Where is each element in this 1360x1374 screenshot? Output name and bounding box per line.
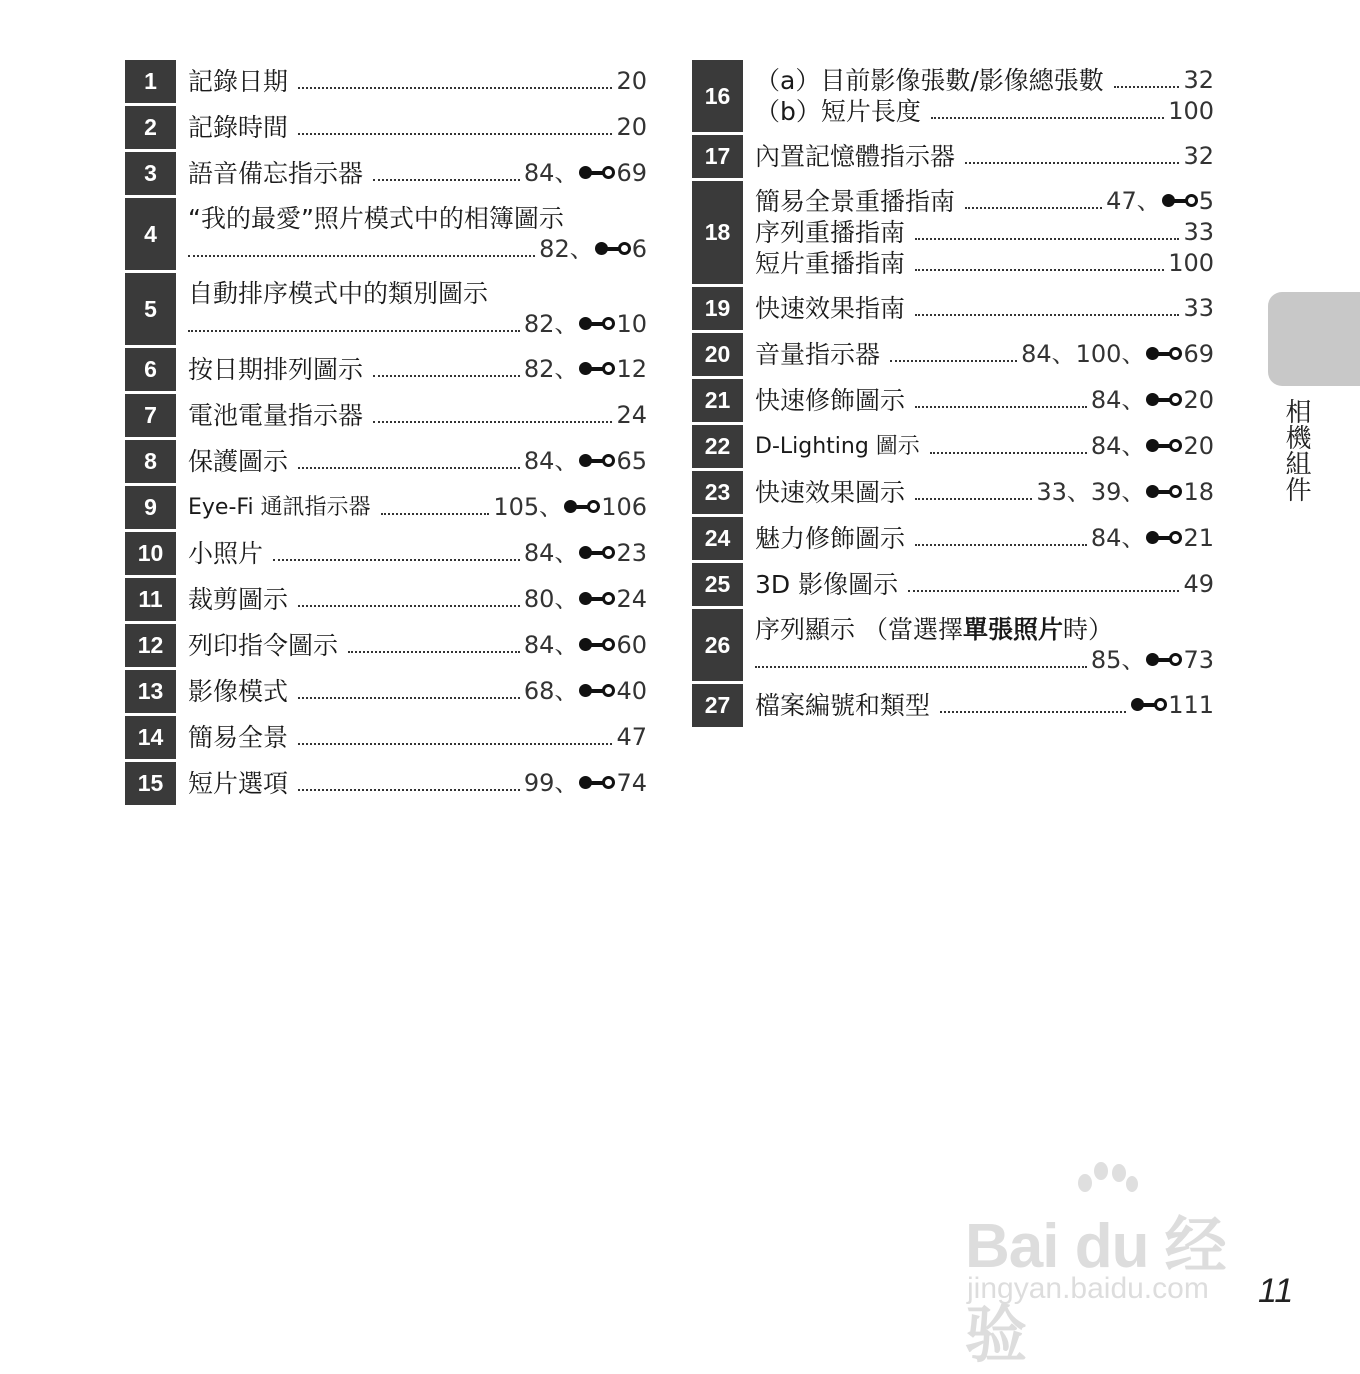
- paw-icon: [1070, 1160, 1140, 1200]
- entry-line: [188, 446, 647, 477]
- entry-line: [755, 339, 1214, 370]
- page-reference: 100: [1168, 249, 1214, 277]
- page-reference: 32: [1183, 142, 1214, 170]
- dot-leader: [381, 513, 490, 515]
- entry-label: 裁剪圖示: [188, 585, 289, 614]
- entry-line: [755, 65, 1214, 96]
- entry-number: 24: [692, 517, 743, 560]
- entry-number: 7: [125, 394, 176, 437]
- dot-leader: [188, 330, 520, 332]
- reference-section-icon: [579, 453, 615, 469]
- page-reference: 84、 20: [1090, 386, 1214, 414]
- entry-line: [755, 690, 1214, 721]
- reference-section-icon: [579, 545, 615, 561]
- entry-label: 音量指示器: [755, 340, 881, 369]
- page-reference: 84、 65: [523, 447, 647, 475]
- watermark-url: jingyan.baidu.com: [967, 1272, 1209, 1305]
- entry-number: 20: [692, 333, 743, 376]
- entry-body: [176, 486, 647, 529]
- reference-section-icon: [1146, 346, 1182, 362]
- reference-section-icon: [579, 361, 615, 377]
- reference-section-icon: [1146, 530, 1182, 546]
- entry-body: [176, 440, 647, 483]
- dot-leader: [915, 238, 1179, 240]
- entry-line: [755, 569, 1214, 600]
- legend-entry: [125, 716, 647, 759]
- entry-body: [176, 152, 647, 195]
- page-number: 11: [1258, 1272, 1294, 1310]
- entry-line: [755, 141, 1214, 172]
- entry-number: 21: [692, 379, 743, 422]
- entry-line: [188, 203, 647, 234]
- entry-label: 記錄日期: [188, 67, 289, 96]
- entry-label: 按日期排列圖示: [188, 355, 364, 384]
- entry-label: 快速效果圖示: [755, 478, 906, 507]
- dot-leader: [298, 467, 520, 469]
- page-reference: 84、 20: [1090, 432, 1214, 460]
- entry-label: 檔案編號和類型: [755, 691, 931, 720]
- entry-number: 25: [692, 563, 743, 606]
- entry-body: [743, 609, 1214, 681]
- entry-line: [755, 186, 1214, 217]
- entry-number: 26: [692, 609, 743, 681]
- dot-leader: [298, 605, 520, 607]
- entry-number: 2: [125, 106, 176, 149]
- dot-leader: [298, 789, 520, 791]
- page-reference: 49: [1183, 570, 1214, 598]
- page-reference: 47: [616, 723, 647, 751]
- dot-leader: [273, 559, 520, 561]
- entry-body: [176, 762, 647, 805]
- page-reference: 33: [1183, 294, 1214, 322]
- page-reference: 84、 21: [1090, 524, 1214, 552]
- page-reference: 84、 23: [523, 539, 647, 567]
- legend-entry: [125, 273, 647, 345]
- reference-section-icon: [564, 499, 600, 515]
- entry-body: [743, 379, 1214, 422]
- entry-number: 1: [125, 60, 176, 103]
- entry-label: 語音備忘指示器: [188, 159, 364, 188]
- entry-number: 18: [692, 181, 743, 284]
- reference-section-icon: [579, 775, 615, 791]
- dot-leader: [915, 406, 1087, 408]
- entry-label: 序列顯示 （當選擇單張照片時）: [755, 615, 1113, 644]
- legend-entry: [125, 394, 647, 437]
- entry-line: [755, 431, 1214, 462]
- entry-line: [188, 676, 647, 707]
- page-reference: 85、 73: [1090, 646, 1214, 674]
- dot-leader: [298, 133, 612, 135]
- entry-line: [755, 645, 1214, 676]
- entry-label: D-Lighting 圖示: [755, 434, 920, 459]
- reference-section-icon: [579, 165, 615, 181]
- legend-entry: [125, 440, 647, 483]
- page-reference: 105、 106: [493, 493, 647, 521]
- watermark: [965, 1160, 1275, 1370]
- legend-entry: [125, 152, 647, 195]
- legend-entry: [692, 181, 1214, 284]
- entry-number: 11: [125, 578, 176, 621]
- entry-line: [755, 614, 1214, 645]
- reference-section-icon: [1146, 484, 1182, 500]
- entry-label: 列印指令圖示: [188, 631, 339, 660]
- legend-entry: [692, 684, 1214, 727]
- entry-line: [755, 477, 1214, 508]
- dot-leader: [348, 651, 520, 653]
- entry-line: [188, 630, 647, 661]
- entry-label: 簡易全景重播指南: [755, 187, 956, 216]
- legend-entry: [692, 135, 1214, 178]
- reference-section-icon: [1146, 392, 1182, 408]
- dot-leader: [1114, 86, 1180, 88]
- legend-entry: [692, 379, 1214, 422]
- entry-body: [176, 273, 647, 345]
- entry-line: [188, 492, 647, 523]
- entry-line: [188, 278, 647, 309]
- entry-label: 短片重播指南: [755, 249, 906, 278]
- entry-label: （b）短片長度: [755, 97, 921, 126]
- reference-section-icon: [579, 637, 615, 653]
- dot-leader: [965, 162, 1179, 164]
- page-reference: 68、 40: [523, 677, 647, 705]
- entry-line: [188, 538, 647, 569]
- dot-leader: [931, 117, 1164, 119]
- entry-body: [176, 60, 647, 103]
- entry-label: 快速效果指南: [755, 294, 906, 323]
- page-reference: 99、 74: [523, 769, 647, 797]
- entry-line: [755, 293, 1214, 324]
- entry-body: [743, 333, 1214, 376]
- legend-entry: [692, 517, 1214, 560]
- legend-entry: [692, 333, 1214, 376]
- entry-body: [743, 287, 1214, 330]
- entry-label: 短片選項: [188, 769, 289, 798]
- dot-leader: [940, 711, 1126, 713]
- entry-number: 6: [125, 348, 176, 391]
- legend-entry: [692, 60, 1214, 132]
- entry-body: [743, 425, 1214, 468]
- entry-label: 小照片: [188, 539, 264, 568]
- entry-label: 快速修飾圖示: [755, 386, 906, 415]
- page-reference: 111: [1130, 690, 1214, 721]
- entry-label: （a）目前影像張數/影像總張數: [755, 66, 1104, 95]
- dot-leader: [298, 697, 520, 699]
- dot-leader: [915, 314, 1179, 316]
- dot-leader: [188, 255, 535, 257]
- page-reference: 82、 12: [523, 355, 647, 383]
- entry-line: [755, 96, 1214, 127]
- entry-label: 自動排序模式中的類別圖示: [188, 279, 489, 308]
- page-reference: 33、39、 18: [1036, 478, 1214, 506]
- dot-leader: [915, 269, 1164, 271]
- entry-body: [176, 394, 647, 437]
- dot-leader: [965, 207, 1102, 209]
- legend-entry: [692, 425, 1214, 468]
- page-reference: 82、 6: [539, 235, 647, 263]
- entry-label: 簡易全景: [188, 723, 289, 752]
- page-reference: 47、 5: [1106, 187, 1214, 215]
- page-reference: 33: [1183, 218, 1214, 246]
- reference-section-icon: [1131, 697, 1167, 713]
- entry-label: 保護圖示: [188, 447, 289, 476]
- entry-body: [743, 135, 1214, 178]
- dot-leader: [930, 452, 1087, 454]
- entry-number: 15: [125, 762, 176, 805]
- entry-label: Eye-Fi 通訊指示器: [188, 495, 371, 520]
- page-reference: 32: [1183, 66, 1214, 94]
- dot-leader: [373, 421, 612, 423]
- entry-number: 14: [125, 716, 176, 759]
- entry-body: [743, 563, 1214, 606]
- legend-entry: [692, 609, 1214, 681]
- entry-body: [176, 624, 647, 667]
- entry-label: 電池電量指示器: [188, 401, 364, 430]
- legend-entry: [125, 578, 647, 621]
- entry-body: [176, 578, 647, 621]
- entry-line: [188, 309, 647, 340]
- entry-number: 13: [125, 670, 176, 713]
- right-column: [692, 60, 1214, 730]
- entry-number: 19: [692, 287, 743, 330]
- reference-section-icon: [1162, 193, 1198, 209]
- page-reference: 20: [616, 113, 647, 141]
- entry-number: 16: [692, 60, 743, 132]
- legend-entry: [125, 762, 647, 805]
- dot-leader: [373, 375, 520, 377]
- entry-number: 9: [125, 486, 176, 529]
- entry-line: [755, 217, 1214, 248]
- reference-section-icon: [595, 241, 631, 257]
- reference-section-icon: [579, 591, 615, 607]
- legend-entry: [125, 198, 647, 270]
- entry-number: 23: [692, 471, 743, 514]
- legend-entry: [125, 60, 647, 103]
- legend-entry: [125, 106, 647, 149]
- entry-body: [176, 106, 647, 149]
- menu-option-name: 單張照片: [962, 615, 1063, 644]
- dot-leader: [373, 179, 520, 181]
- page-reference: 24: [616, 401, 647, 429]
- entry-line: [188, 66, 647, 97]
- entry-line: [188, 234, 647, 265]
- page-reference: 84、 60: [523, 631, 647, 659]
- entry-body: [176, 198, 647, 270]
- entry-line: [188, 400, 647, 431]
- entry-body: [743, 60, 1214, 132]
- legend-entry: [692, 287, 1214, 330]
- entry-number: 4: [125, 198, 176, 270]
- entry-number: 27: [692, 684, 743, 727]
- legend-entry: [125, 624, 647, 667]
- entry-body: [176, 348, 647, 391]
- entry-label: 魅力修飾圖示: [755, 524, 906, 553]
- entry-number: 12: [125, 624, 176, 667]
- dot-leader: [915, 544, 1087, 546]
- page-reference: 84、 69: [523, 159, 647, 187]
- entry-label: 3D 影像圖示: [755, 570, 899, 599]
- page-reference: 80、 24: [523, 585, 647, 613]
- entry-number: 3: [125, 152, 176, 195]
- entry-body: [743, 181, 1214, 284]
- legend-entry: [125, 486, 647, 529]
- page-reference: 84、100、 69: [1021, 340, 1214, 368]
- reference-section-icon: [579, 316, 615, 332]
- reference-section-icon: [1146, 438, 1182, 454]
- entry-number: 8: [125, 440, 176, 483]
- entry-label: 影像模式: [188, 677, 289, 706]
- entry-line: [188, 354, 647, 385]
- legend-entry: [692, 471, 1214, 514]
- entry-line: [755, 523, 1214, 554]
- entry-number: 17: [692, 135, 743, 178]
- entry-body: [176, 716, 647, 759]
- entry-line: [188, 584, 647, 615]
- legend-entry: [125, 532, 647, 575]
- dot-leader: [908, 590, 1179, 592]
- entry-line: [755, 385, 1214, 416]
- entry-line: [188, 722, 647, 753]
- entry-label: 內置記憶體指示器: [755, 142, 956, 171]
- entry-line: [188, 112, 647, 143]
- page-reference: 100: [1168, 97, 1214, 125]
- entry-number: 10: [125, 532, 176, 575]
- reference-section-icon: [579, 683, 615, 699]
- entry-body: [176, 532, 647, 575]
- section-tab-label: 相機組件: [1281, 398, 1311, 502]
- dot-leader: [298, 87, 612, 89]
- legend-entry: [125, 670, 647, 713]
- entry-body: [176, 670, 647, 713]
- section-tab: [1268, 292, 1360, 386]
- legend-entry: [125, 348, 647, 391]
- entry-body: [743, 471, 1214, 514]
- dot-leader: [755, 666, 1087, 668]
- dot-leader: [915, 498, 1032, 500]
- page-reference: 82、 10: [523, 310, 647, 338]
- watermark-logo-text: Bai du 经验: [965, 1212, 1226, 1370]
- entry-number: 5: [125, 273, 176, 345]
- dot-leader: [890, 360, 1017, 362]
- entry-label: 序列重播指南: [755, 218, 906, 247]
- entry-label: “我的最愛”照片模式中的相簿圖示: [188, 204, 564, 233]
- entry-body: [743, 517, 1214, 560]
- entry-line: [188, 768, 647, 799]
- legend-entry: [692, 563, 1214, 606]
- page-reference: 20: [616, 67, 647, 95]
- dot-leader: [298, 743, 612, 745]
- entry-label: 記錄時間: [188, 113, 289, 142]
- reference-section-icon: [1146, 652, 1182, 668]
- entry-number: 22: [692, 425, 743, 468]
- entry-line: [755, 248, 1214, 279]
- entry-line: [188, 158, 647, 189]
- left-column: [125, 60, 647, 808]
- entry-body: [743, 684, 1214, 727]
